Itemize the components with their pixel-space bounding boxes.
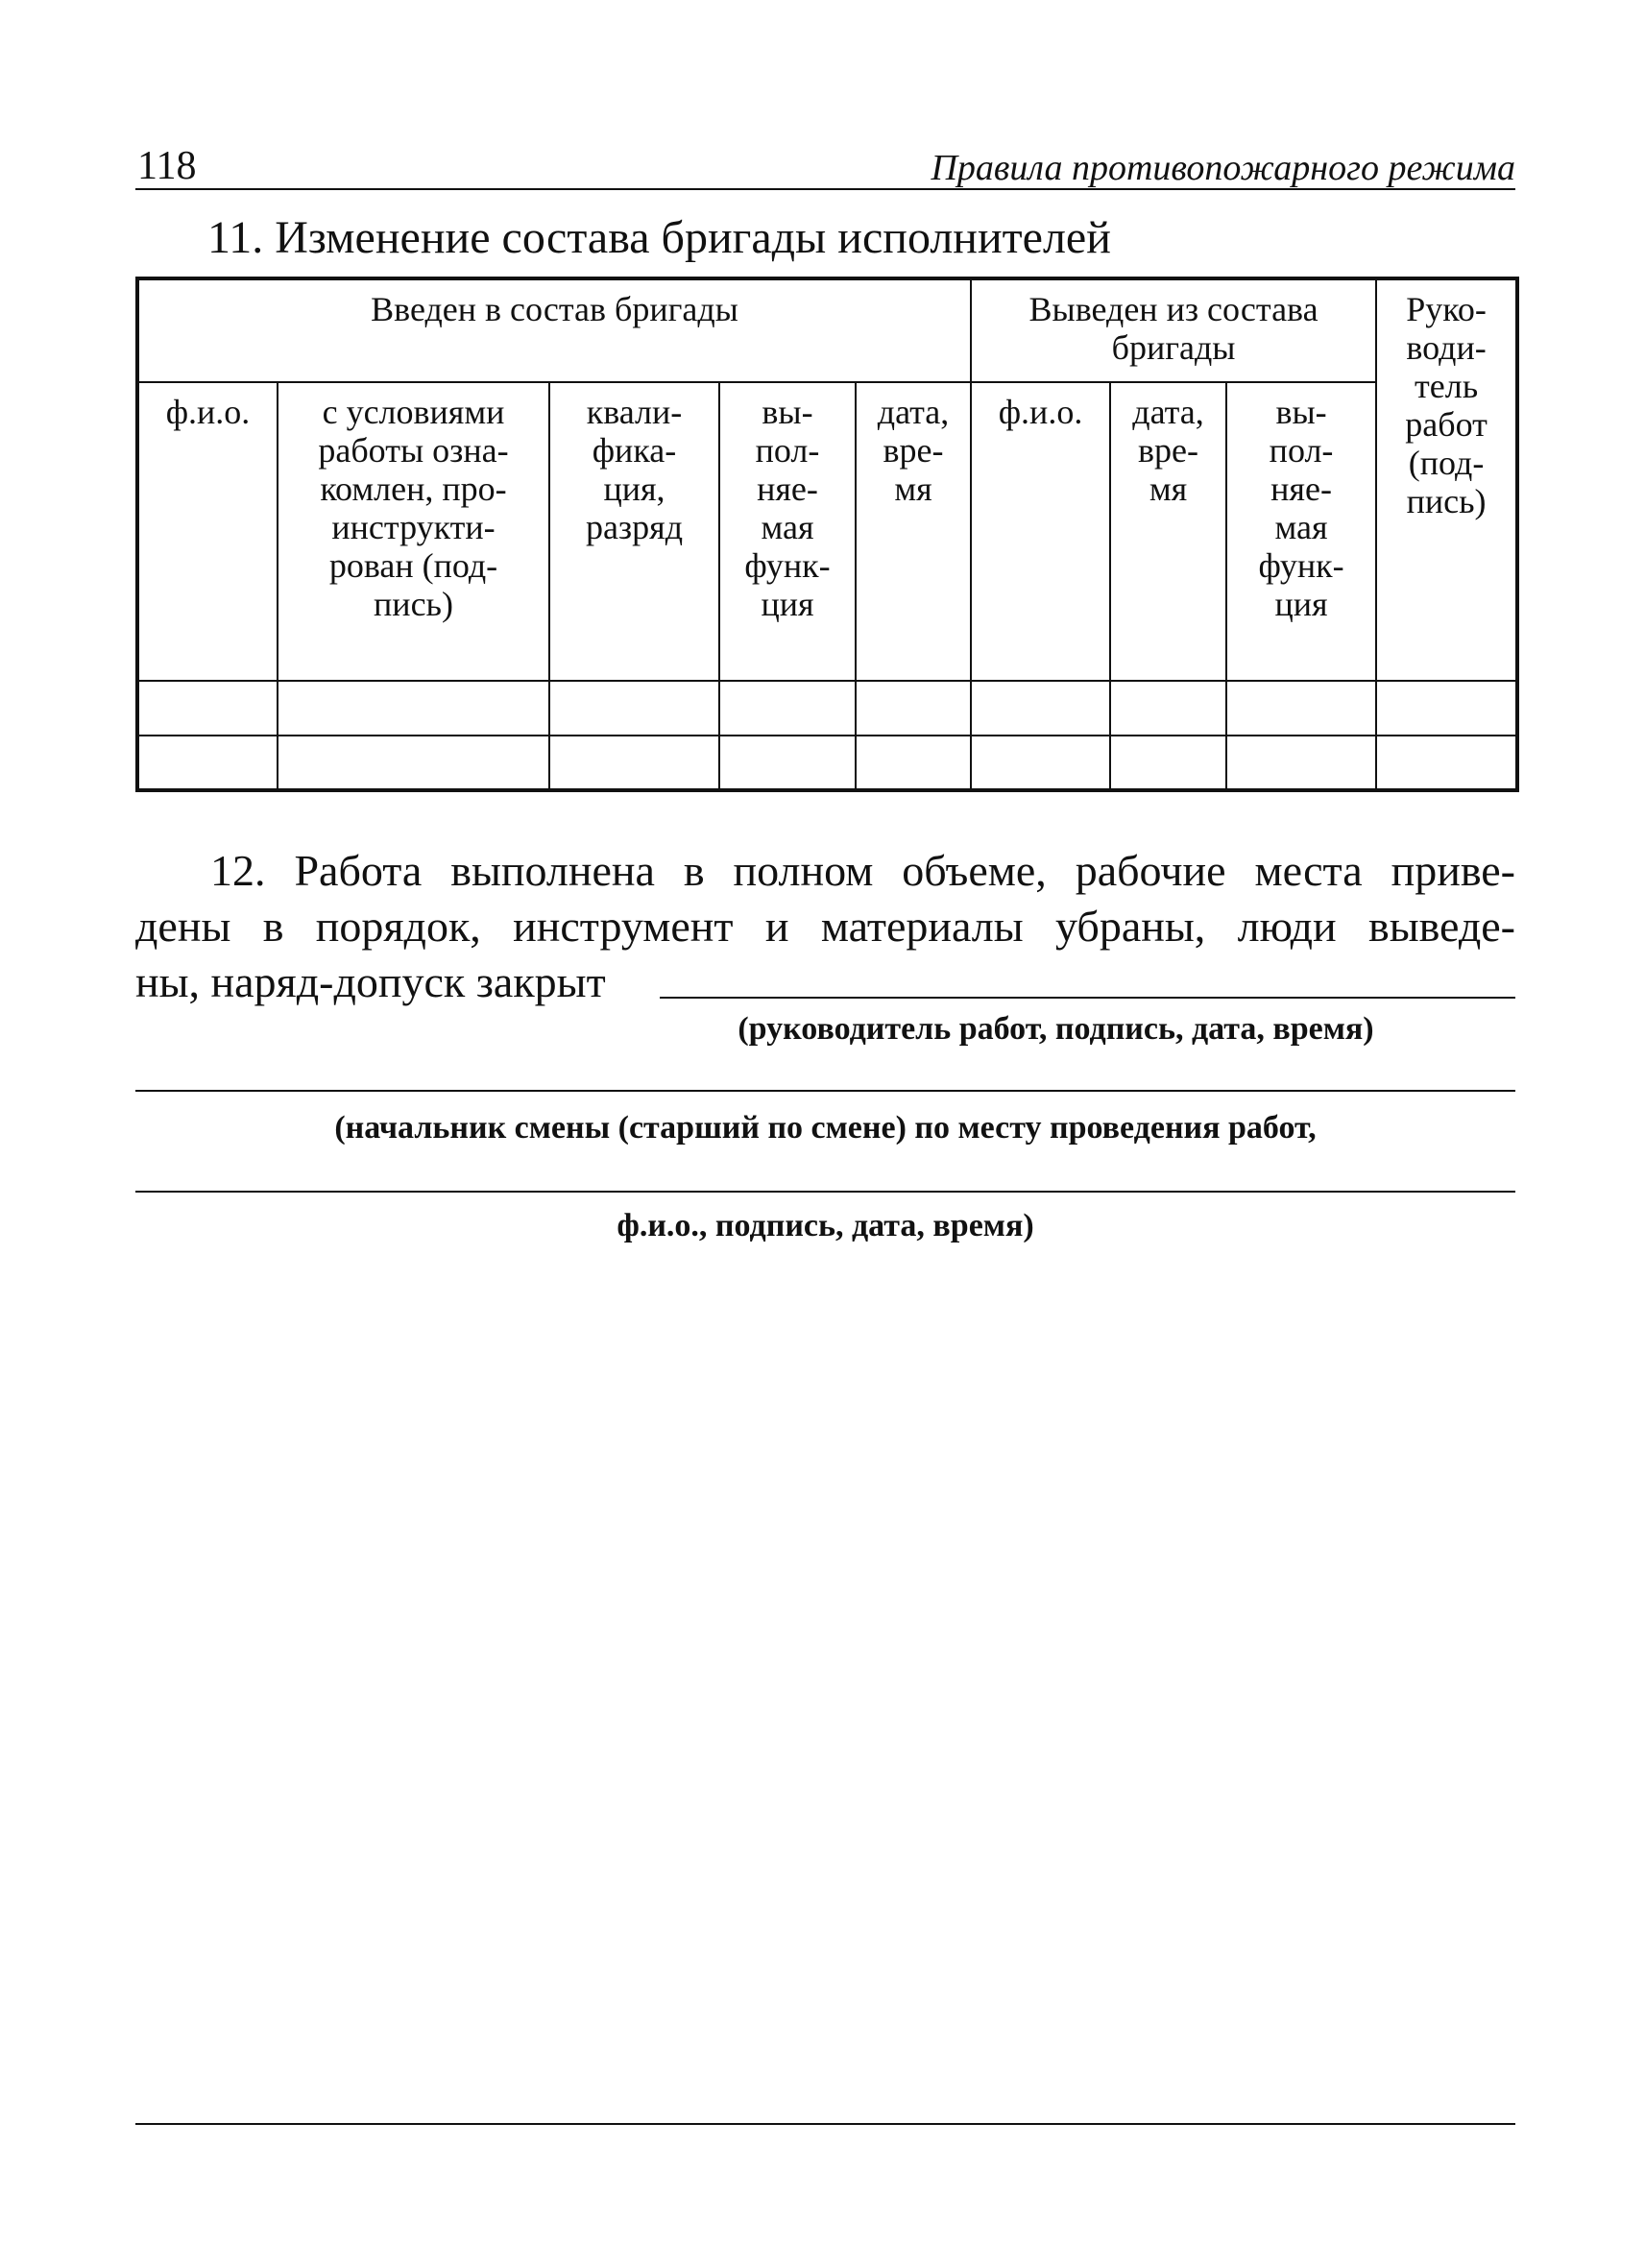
- page-number: 118: [137, 144, 197, 188]
- completion-text-line-3: ны, наряд-допуск закрыт: [135, 957, 606, 1006]
- column-header-label: вы- пол- няе- мая функ- ция: [744, 393, 831, 623]
- running-title: Правила противопожарного режима: [931, 148, 1515, 188]
- column-header-added-datetime: [856, 382, 971, 681]
- supervisor-signature-field[interactable]: [660, 997, 1515, 999]
- column-header-label: дата, вре- мя: [1132, 393, 1204, 508]
- table-cell[interactable]: [137, 681, 278, 736]
- table-cell[interactable]: [278, 681, 549, 736]
- table-cell[interactable]: [1110, 681, 1226, 736]
- table-row: [137, 736, 1517, 790]
- table-cell[interactable]: [856, 681, 971, 736]
- group-header-added-label: Введен в состав бригады: [371, 290, 738, 328]
- group-header-removed-label: Выведен из состава бригады: [1028, 290, 1318, 367]
- table-cell[interactable]: [971, 736, 1110, 790]
- shift-chief-details-field[interactable]: [135, 1191, 1515, 1193]
- column-header-supervisor: [1376, 278, 1517, 681]
- section-12-completion: [135, 843, 1515, 1010]
- completion-text-line-2: дены в порядок, инструмент и материалы убраны, люди выведе-: [135, 902, 1515, 951]
- shift-chief-signature-field[interactable]: [135, 1090, 1515, 1092]
- section-11-title: 11. Изменение состава бригады исполнителей: [207, 212, 1111, 263]
- column-header-label: с условиями работы озна- комлен, про- инструкти- рован (под- пись): [318, 393, 509, 623]
- column-header-label: вы- пол- няе- мая функ- ция: [1258, 393, 1344, 623]
- table-cell[interactable]: [549, 736, 719, 790]
- column-header-added-fio: [137, 382, 278, 681]
- column-header-supervisor-label: Руко- води- тель работ (под- пись): [1405, 290, 1488, 520]
- shift-chief-caption: (начальник смены (старший по смене) по месту проведения работ,: [334, 1110, 1317, 1146]
- table-cell[interactable]: [278, 736, 549, 790]
- table-cell[interactable]: [549, 681, 719, 736]
- table-cell[interactable]: [1226, 681, 1376, 736]
- table-cell[interactable]: [137, 736, 278, 790]
- column-header-briefed-signature: [278, 382, 549, 681]
- group-header-added: [137, 278, 971, 382]
- page-header: [135, 134, 1515, 190]
- shift-chief-details-caption: ф.и.о., подпись, дата, время): [617, 1208, 1034, 1243]
- supervisor-signature-caption: (руководитель работ, подпись, дата, время): [738, 1011, 1374, 1047]
- completion-text-line-1: 12. Работа выполнена в полном объеме, рабочие места приве-: [210, 846, 1515, 895]
- column-header-label: ф.и.о.: [998, 393, 1083, 431]
- column-header-label: дата, вре- мя: [877, 393, 950, 508]
- group-header-removed: [971, 278, 1376, 382]
- table-cell[interactable]: [1226, 736, 1376, 790]
- table-cell[interactable]: [971, 681, 1110, 736]
- table-cell[interactable]: [856, 736, 971, 790]
- column-header-removed-function: [1226, 382, 1376, 681]
- column-header-label: квали- фика- ция, разряд: [585, 393, 684, 546]
- column-header-removed-fio: [971, 382, 1110, 681]
- crew-change-table: [135, 277, 1519, 792]
- completion-closed-line: [135, 954, 1515, 1010]
- table-cell[interactable]: [719, 736, 856, 790]
- column-header-removed-datetime: [1110, 382, 1226, 681]
- table-row: [137, 681, 1517, 736]
- column-header-added-function: [719, 382, 856, 681]
- column-header-qualification: [549, 382, 719, 681]
- table-cell[interactable]: [1110, 736, 1226, 790]
- footer-rule: [135, 2123, 1515, 2125]
- table-cell[interactable]: [1376, 736, 1517, 790]
- table-cell[interactable]: [719, 681, 856, 736]
- column-header-label: ф.и.о.: [165, 393, 251, 431]
- table-cell[interactable]: [1376, 681, 1517, 736]
